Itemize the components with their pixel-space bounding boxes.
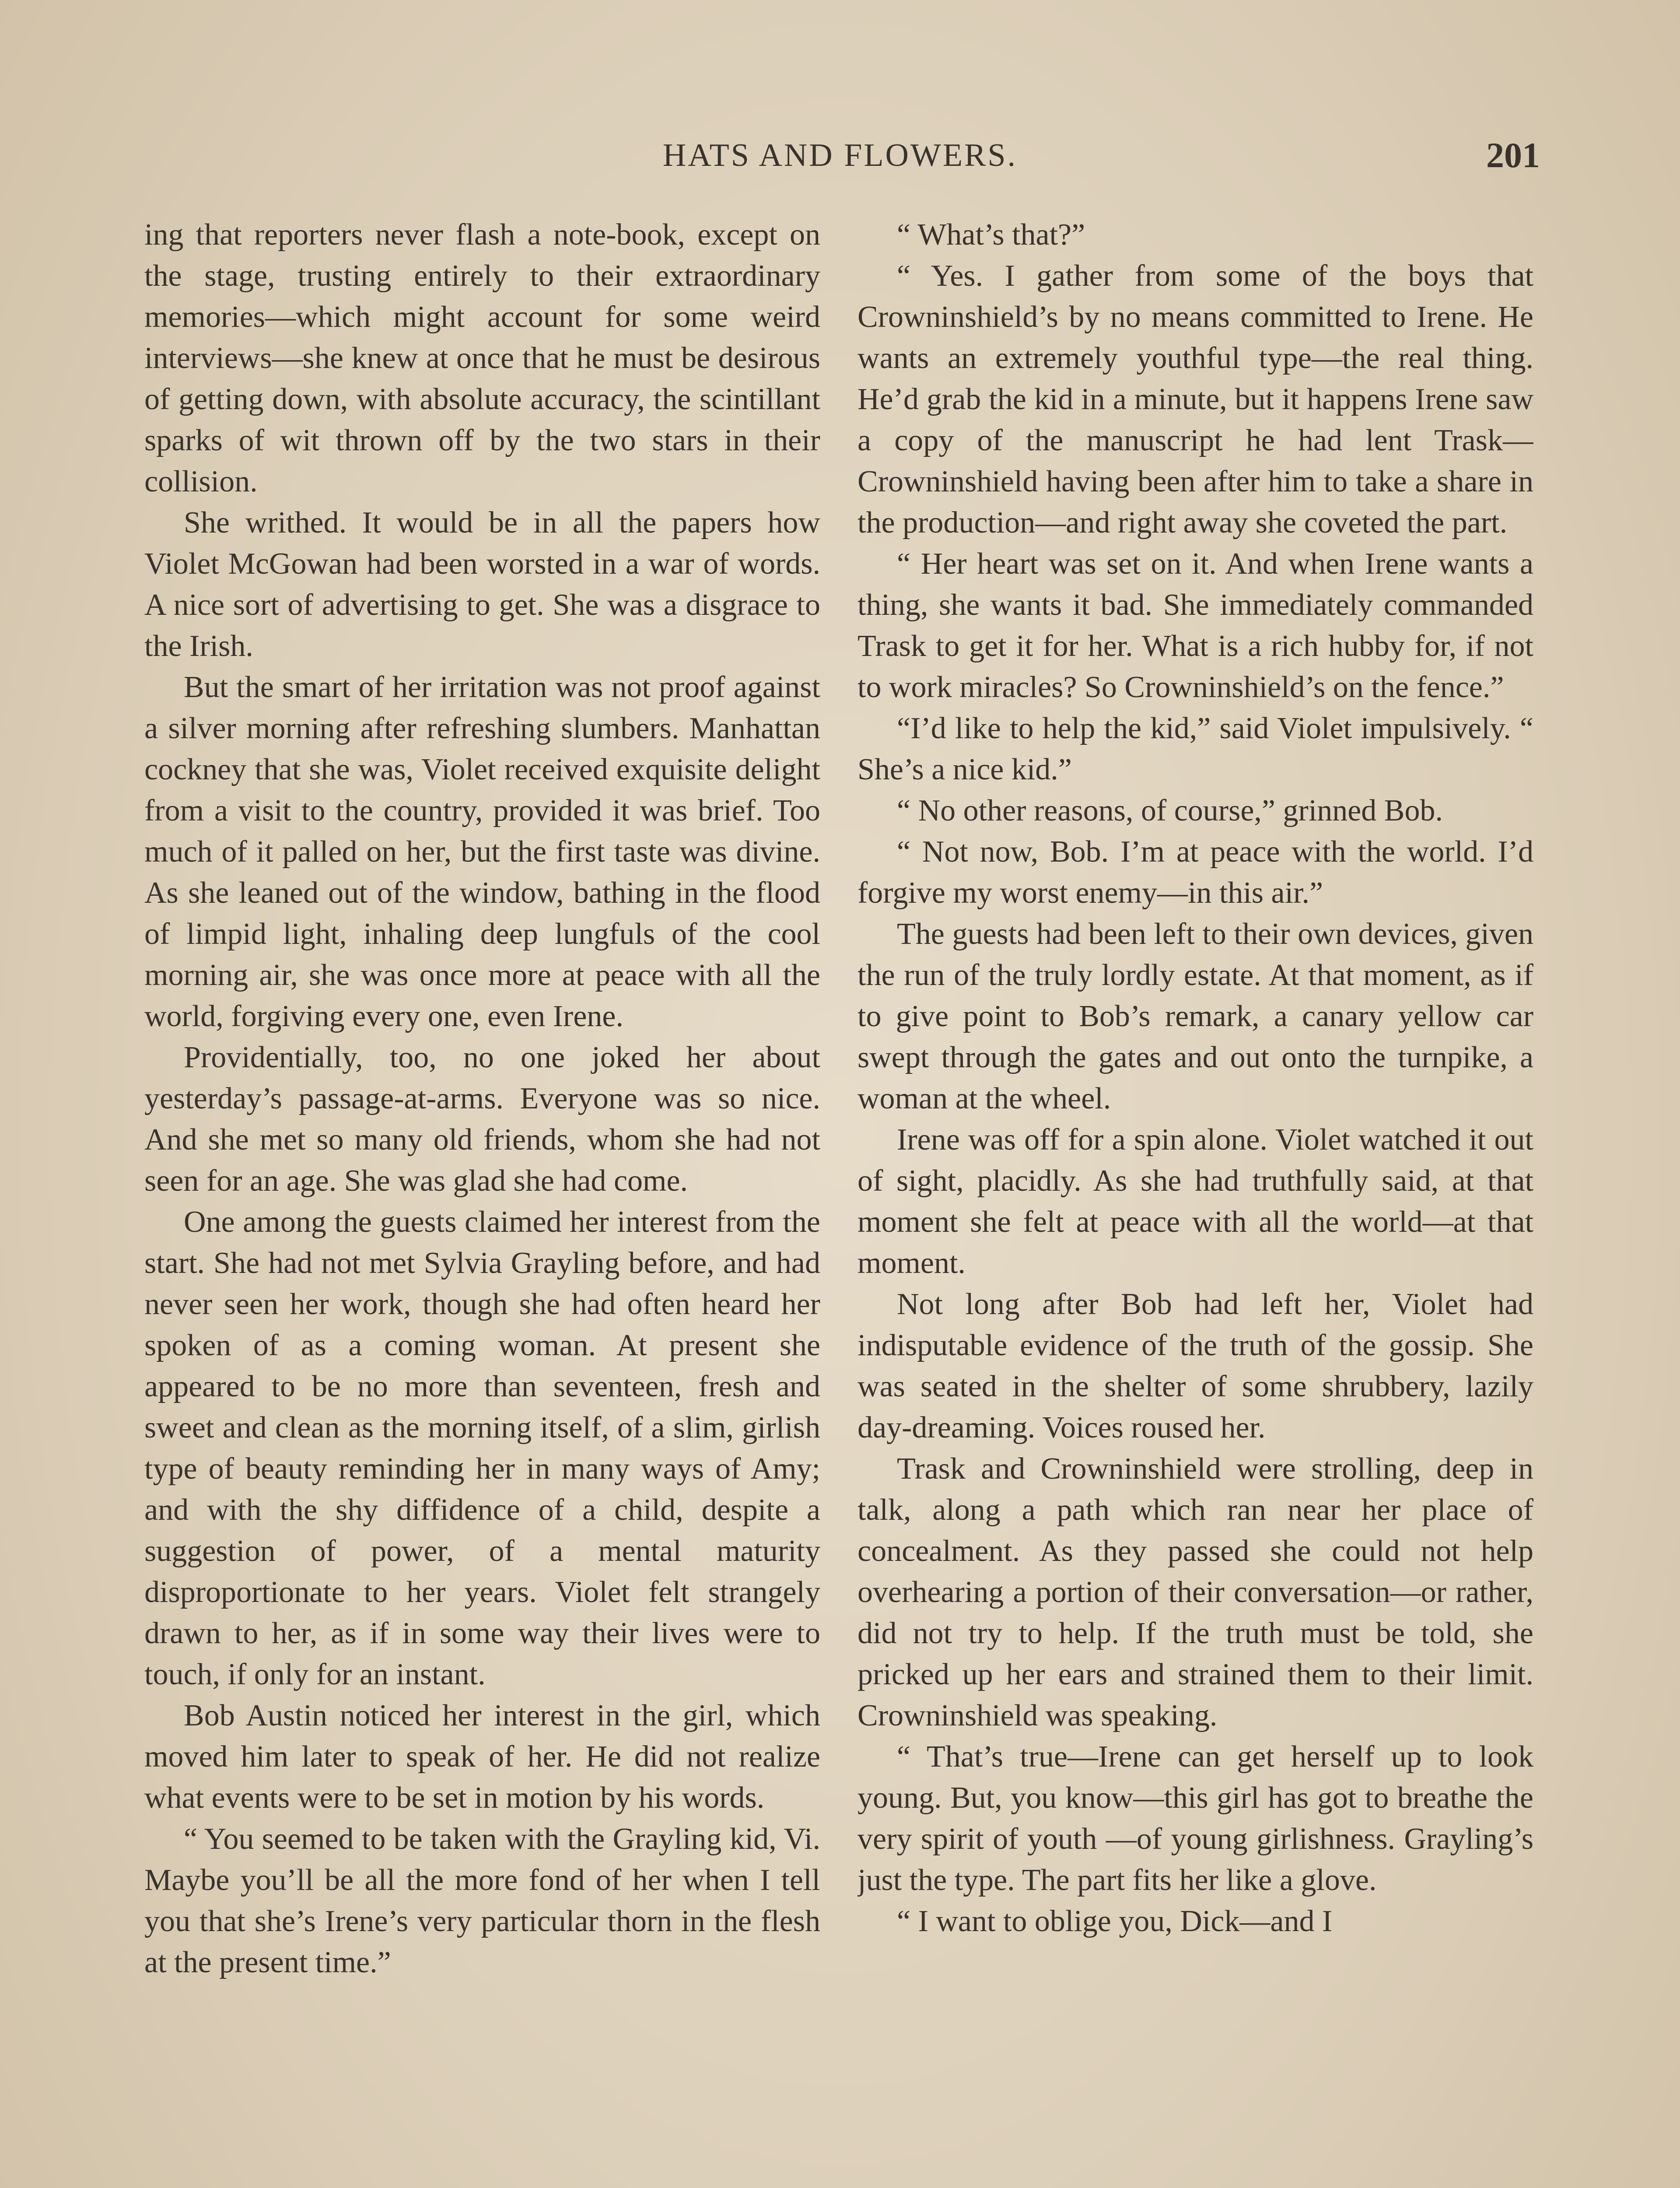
paragraph: Bob Austin noticed her interest in the girl, which moved him later to speak of her. He did not realize what events were to be set in motion by his words.: [144, 1699, 820, 1815]
paragraph: “ Yes. I gather from some of the boys that Crowninshield’s by no means committed to Irene. He wants an extremely youthful type—the real thing. He’d grab the kid in a minute, but it happens Irene saw a copy of the manuscript he had lent Trask—Crowninshield having been after him to take a share in the production—and right away she coveted the part.: [858, 259, 1533, 540]
running-head: [140, 131, 1540, 179]
paragraph: ing that reporters never flash a note-book, except on the stage, trusting entirely to their extraordinary memories—which might account for some weird interviews—she knew at once that he must be desirous of getting down, with absolute accuracy, the scintillant sparks of wit thrown off by the two stars in their collision.: [144, 218, 820, 498]
paragraph: “ No other reasons, of course,” grinned Bob.: [897, 794, 1443, 828]
paragraph: The guests had been left to their own devices, given the run of the truly lordly estate. At that moment, as if to give point to Bob’s remark, a canary yellow car swept through the gates and out onto the turnpike, a woman at the wheel.: [858, 917, 1533, 1115]
paragraph: Trask and Crowninshield were strolling, deep in talk, along a path which ran near her place of concealment. As they passed she could not help overhearing a portion of their conversation—or rather, did not try to help. If the truth must be told, she pricked up her ears and strained them to their limit. Crowninshield was speaking.: [858, 1452, 1533, 1732]
paragraph: “ You seemed to be taken with the Grayling kid, Vi. Maybe you’ll be all the more fond of her when I tell you that she’s Irene’s very particular thorn in the flesh at the present time.”: [144, 1822, 820, 1979]
left-column: [144, 214, 820, 2188]
paragraph: But the smart of her irritation was not proof against a silver morning after refreshing slumbers. Manhattan cockney that she was, Violet received exquisite delight from a visit to the country, provided it was brief. Too much of it palled on her, but the first taste was divine. As she leaned out of the window, bathing in the flood of limpid light, inhaling deep lungfuls of the cool morning air, she was once more at peace with all the world, forgiving every one, even Irene.: [144, 670, 820, 1033]
paragraph: Not long after Bob had left her, Violet had indisputable evidence of the truth of the gossip. She was seated in the shelter of some shrubbery, lazily day-dreaming. Voices roused her.: [858, 1287, 1533, 1445]
paragraph: “ What’s that?”: [897, 218, 1085, 252]
paragraph: Providentially, too, no one joked her about yesterday’s passage-at-arms. Everyone was so nice. And she met so many old friends, whom she had not seen for an age. She was glad she had come.: [144, 1041, 820, 1198]
paragraph: “ Her heart was set on it. And when Irene wants a thing, she wants it bad. She immediately commanded Trask to get it for her. What is a rich hubby for, if not to work miracles? So Crowninshield’s on the fence.”: [858, 547, 1533, 704]
paragraph: “I’d like to help the kid,” said Violet impulsively. “ She’s a nice kid.”: [858, 712, 1533, 786]
paragraph: “ I want to oblige you, Dick—and I: [897, 1904, 1333, 1938]
right-column: [858, 214, 1533, 2188]
paragraph: “ Not now, Bob. I’m at peace with the world. I’d forgive my worst enemy—in this air.”: [858, 835, 1533, 910]
paragraph: Irene was off for a spin alone. Violet watched it out of sight, placidly. As she had truthfully said, at that moment she felt at peace with all the world—at that moment.: [858, 1123, 1533, 1280]
running-title: HATS AND FLOWERS.: [662, 137, 1018, 173]
paragraph: She writhed. It would be in all the papers how Violet McGowan had been worsted in a war of words. A nice sort of advertising to get. She was a disgrace to the Irish.: [144, 506, 820, 663]
paragraph: One among the guests claimed her interest from the start. She had not met Sylvia Grayling before, and had never seen her work, though she had often heard her spoken of as a coming woman. At present she appeared to be no more than seventeen, fresh and sweet and clean as the morning itself, of a slim, girlish type of beauty reminding her in many ways of Amy; and with the shy diffidence of a child, despite a suggestion of power, of a mental maturity disproportionate to her years. Violet felt strangely drawn to her, as if in some way their lives were to touch, if only for an instant.: [144, 1205, 820, 1691]
page-number: 201: [1486, 135, 1540, 175]
paragraph: “ That’s true—Irene can get herself up to look young. But, you know—this girl has got to breathe the very spirit of youth —of young girlishness. Grayling’s just the type. The part fits her like a glove.: [858, 1740, 1533, 1897]
